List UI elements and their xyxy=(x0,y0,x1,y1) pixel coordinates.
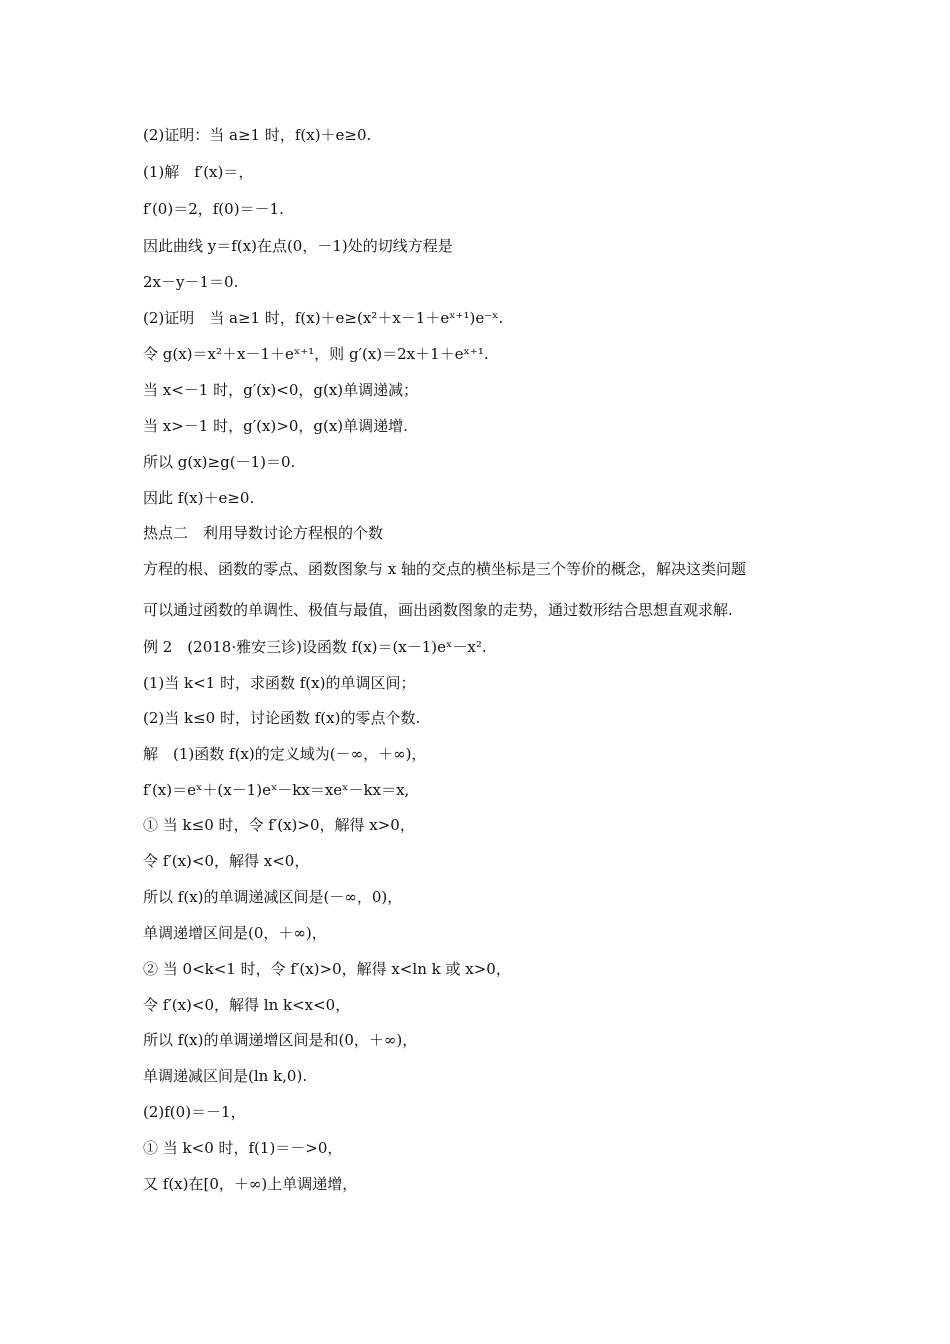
text-line: 所以 f(x)的单调递减区间是(－∞，0)， xyxy=(143,888,403,906)
text-line: 令 f′(x)<0，解得 x<0， xyxy=(143,852,310,870)
text-line: (2)证明 当 a≥1 时，f(x)＋e≥(x²＋x－1＋eˣ⁺¹)e⁻ˣ. xyxy=(143,309,504,327)
text-line: 单调递增区间是(0，＋∞)， xyxy=(143,924,327,942)
text-line: (2)当 k≤0 时，讨论函数 f(x)的零点个数. xyxy=(143,709,421,727)
text-line: 解 (1)函数 f(x)的定义域为(－∞，＋∞)， xyxy=(143,745,427,763)
text-line: f′(x)＝eˣ＋(x－1)eˣ－kx＝xeˣ－kx＝x, xyxy=(143,781,410,799)
text-line: ② 当 0<k<1 时，令 f′(x)>0，解得 x<ln k 或 x>0， xyxy=(143,960,511,978)
text-line: 当 x<－1 时，g′(x)<0，g(x)单调递减； xyxy=(143,381,419,399)
text-line: 当 x>－1 时，g′(x)>0，g(x)单调递增. xyxy=(143,417,408,435)
text-line: (1)当 k<1 时，求函数 f(x)的单调区间； xyxy=(143,674,416,692)
text-line: 可以通过函数的单调性、极值与最值，画出函数图象的走势，通过数形结合思想直观求解. xyxy=(143,601,733,619)
text-line: (1)解 f′(x)＝， xyxy=(143,163,254,181)
text-line: 因此曲线 y＝f(x)在点(0，－1)处的切线方程是 xyxy=(143,237,453,255)
text-line: 2x－y－1＝0. xyxy=(143,273,239,291)
text-line: ① 当 k≤0 时，令 f′(x)>0，解得 x>0， xyxy=(143,816,415,834)
text-line: 所以 g(x)≥g(－1)＝0. xyxy=(143,453,296,471)
example-title: 例 2 (2018·雅安三诊)设函数 f(x)＝(x－1)eˣ－x². xyxy=(143,638,487,656)
text-line: 令 f′(x)<0，解得 ln k<x<0， xyxy=(143,996,351,1014)
text-line: 又 f(x)在[0，＋∞)上单调递增， xyxy=(143,1175,358,1193)
text-line: 因此 f(x)＋e≥0. xyxy=(143,489,255,507)
text-line: (2)f(0)＝－1， xyxy=(143,1103,246,1121)
text-line: (2)证明：当 a≥1 时，f(x)＋e≥0. xyxy=(143,126,372,144)
text-line: f′(0)＝2，f(0)＝－1. xyxy=(143,200,284,218)
text-line: ① 当 k<0 时，f(1)＝－>0， xyxy=(143,1139,343,1157)
section-heading: 热点二 利用导数讨论方程根的个数 xyxy=(143,524,384,542)
text-line: 所以 f(x)的单调递增区间是和(0，＋∞)， xyxy=(143,1031,418,1049)
text-line: 令 g(x)＝x²＋x－1＋eˣ⁺¹，则 g′(x)＝2x＋1＋eˣ⁺¹. xyxy=(143,345,489,363)
text-line: 方程的根、函数的零点、函数图象与 x 轴的交点的横坐标是三个等价的概念，解决这类问题 xyxy=(143,560,746,578)
text-line: 单调递减区间是(ln k,0). xyxy=(143,1067,308,1085)
